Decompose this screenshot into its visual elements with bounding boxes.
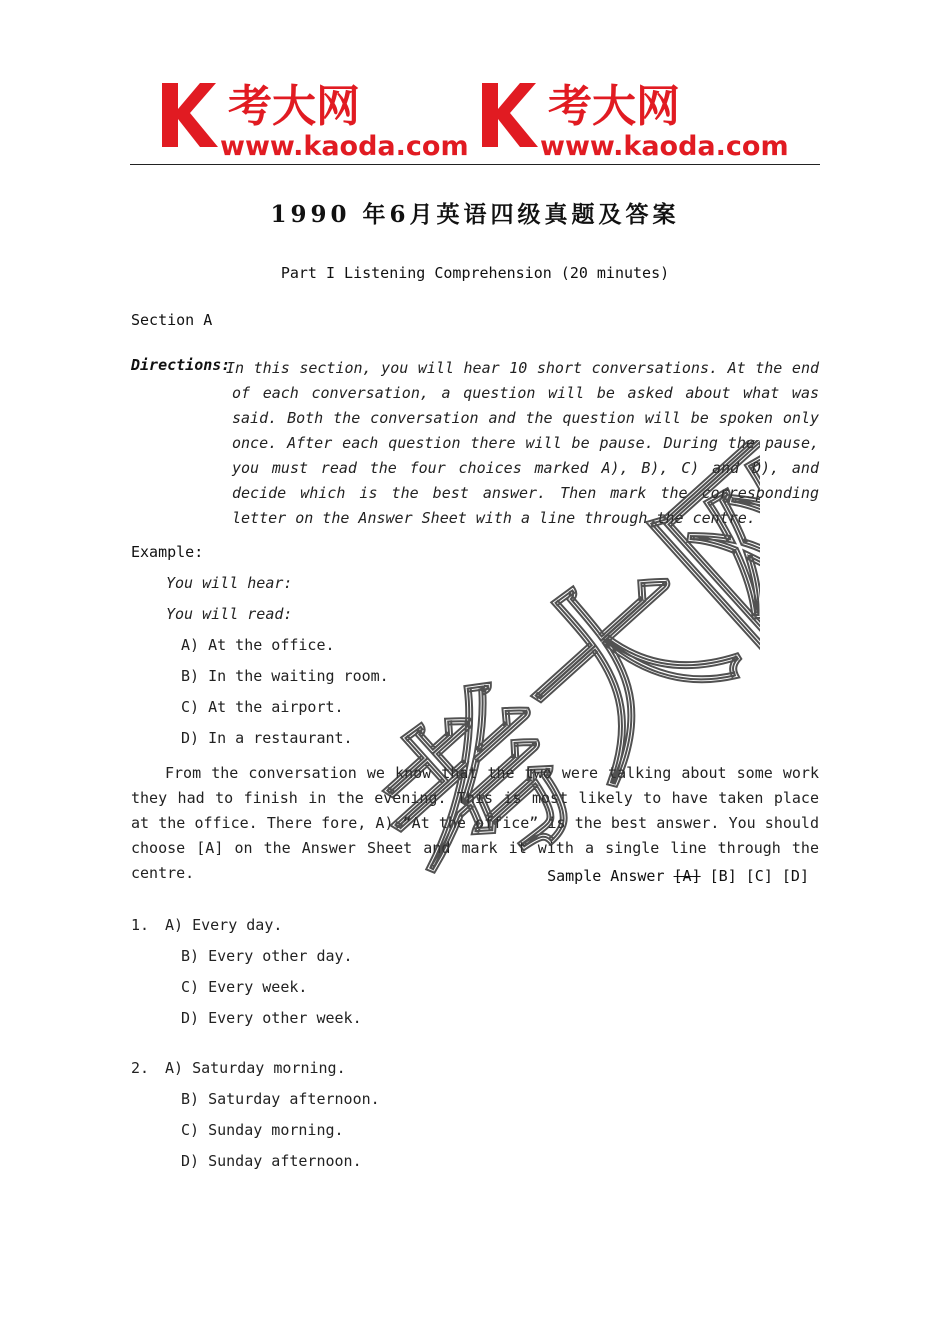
example-option: C) At the airport. (181, 698, 344, 716)
directions-label: Directions: (131, 356, 231, 374)
sample-answer-label: Sample Answer (547, 867, 665, 885)
you-will-hear: You will hear: (166, 574, 293, 592)
question-option: A) Every day. (165, 916, 283, 934)
question-option: D) Every other week. (181, 1009, 362, 1027)
question-number: 2. (131, 1059, 150, 1077)
logo-url: www.kaoda.com (220, 131, 469, 161)
page-title: 1990 年6月英语四级真题及答案 (270, 201, 680, 228)
kaoda-logo (160, 75, 480, 161)
question-option: B) Saturday afternoon. (181, 1090, 380, 1108)
logo-title: 考大网 (548, 81, 680, 132)
example-label: Example: (131, 543, 204, 561)
question-number: 1. (131, 916, 150, 934)
directions-rest: each conversation, a question will be asked about what was said. Both the conversation and the question will be spoken only once. After each question there will be pause. During the pause, you must read the four choices marked A), B), C) and D), and decide which is the best answer. Then mark the corresponding letter on the Answer Sheet with a line through the centre. (232, 384, 820, 527)
header-divider (130, 164, 820, 165)
logo-url: www.kaoda.com (540, 131, 789, 161)
question-option: C) Every week. (181, 978, 308, 996)
directions-first-line: In this section, you will hear 10 short conversations. At the end of (226, 359, 819, 402)
sample-answer-marked: [A] (673, 867, 701, 885)
example-option: A) At the office. (181, 636, 335, 654)
part-heading: Part I Listening Comprehension (20 minutes) (280, 264, 670, 282)
kaoda-logo (480, 75, 800, 161)
question-option: D) Sunday afternoon. (181, 1152, 362, 1170)
directions-text (226, 356, 820, 531)
sample-answer-choices: [B] [C] [D] (709, 867, 809, 885)
example-option: D) In a restaurant. (181, 729, 353, 747)
section-heading: Section A (131, 311, 213, 329)
logo-title: 考大网 (228, 81, 360, 132)
example-explanation: From the conversation we know that the two were talking about some work they had to finish in the evening. This is most likely to have taken place at the office. There fore, A) “At the office” is the best answer. You should choose [A] on the Answer Sheet and mark it with a single line through the centre. (131, 764, 819, 882)
question-option: B) Every other day. (181, 947, 353, 965)
sample-answer (547, 867, 809, 885)
question-option: C) Sunday morning. (181, 1121, 344, 1139)
example-option: B) In the waiting room. (181, 667, 389, 685)
question-option: A) Saturday morning. (165, 1059, 346, 1077)
you-will-read: You will read: (166, 605, 293, 623)
watermark-text: 考大网 (338, 440, 760, 930)
